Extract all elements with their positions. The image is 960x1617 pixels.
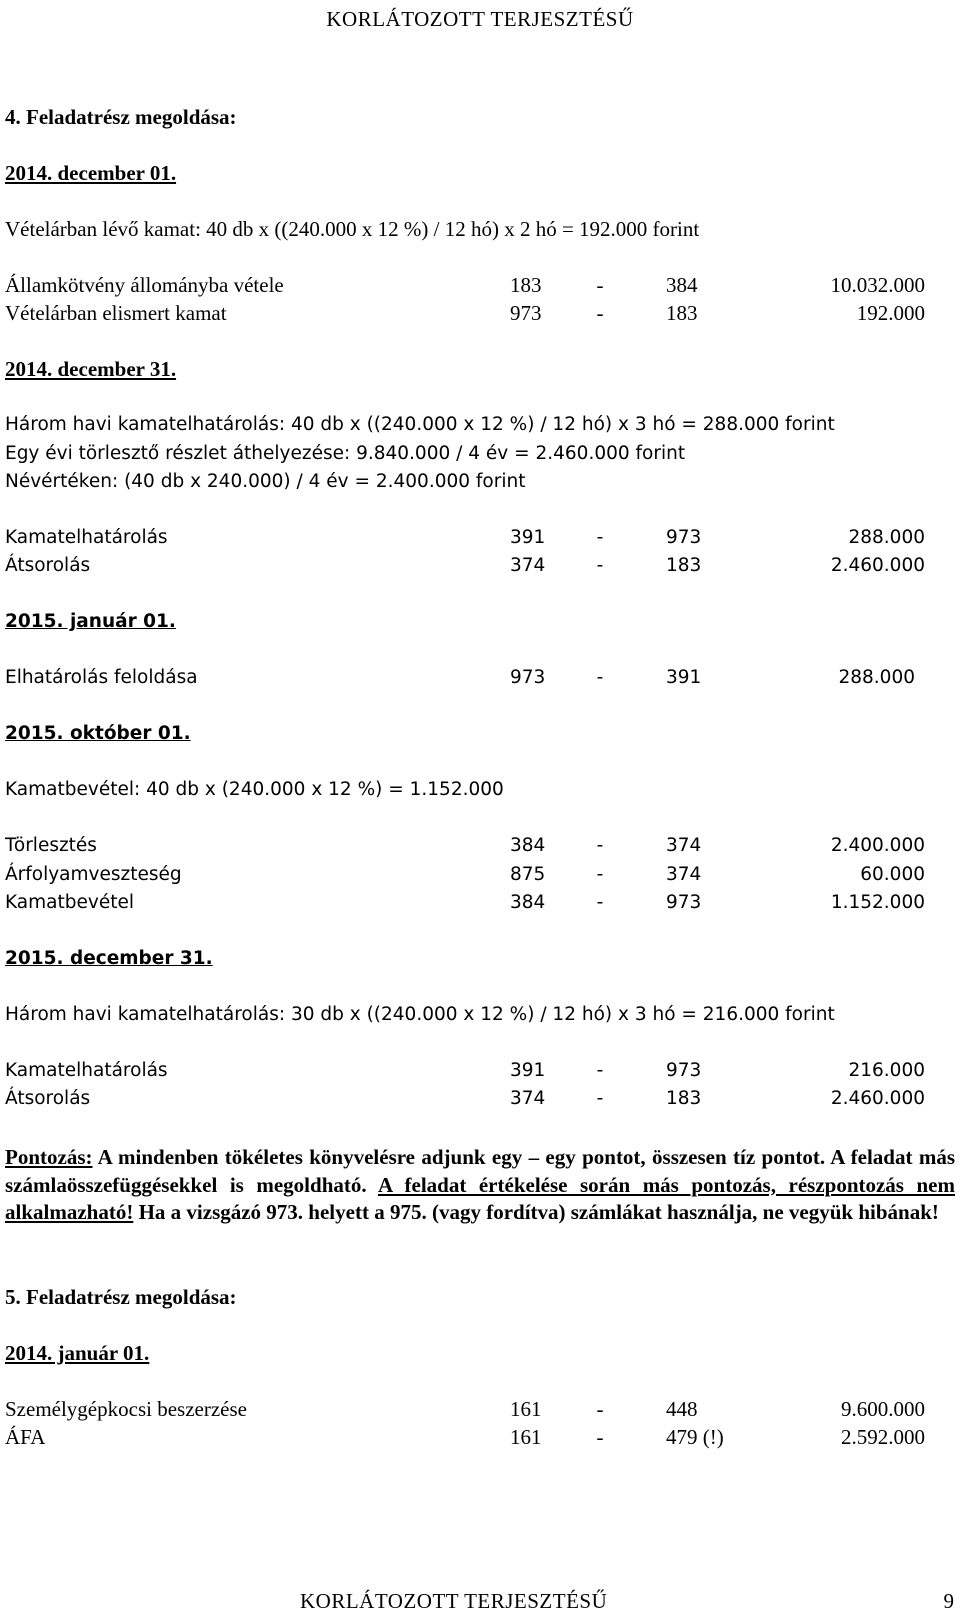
entry-amount: 10.032.000 [830,273,925,297]
entry-label: Átsorolás [5,555,91,576]
entry-amount: 2.400.000 [830,835,925,856]
section-5-title: 5. Feladatrész megoldása: [5,1285,237,1309]
entry-credit: 183 [666,555,702,576]
entry-dash: - [596,1425,604,1449]
date-heading: 2014. december 01. [5,161,177,185]
entry-debit: 973 [510,667,546,688]
entry-amount: 288.000 [838,667,915,688]
date-heading: 2015. december 31. [5,948,213,969]
scoring-emphasis: A feladat értékelése során más pontozás, részpontozás nem alkalmazható! [5,1172,955,1224]
entry-label: Személygépkocsi beszerzése [5,1397,247,1421]
entry-label: Árfolyamveszteség [5,864,182,885]
page-footer: KORLÁTOZOTT TERJESZTÉSŰ [300,1589,608,1613]
entry-debit: 183 [510,273,542,297]
entry-debit: 875 [510,864,546,885]
entry-debit: 161 [510,1425,542,1449]
entry-debit: 384 [510,892,546,913]
entry-label: Vételárban elismert kamat [5,301,227,325]
entry-dash: - [596,527,604,548]
entry-label: Átsorolás [5,1088,91,1109]
entry-debit: 374 [510,1088,546,1109]
date-heading: 2014. január 01. [5,1341,150,1365]
entry-credit: 384 [666,273,698,297]
entry-dash: - [596,667,604,688]
entry-label: Államkötvény állományba vétele [5,273,284,297]
scoring-label: Pontozás: [5,1145,93,1169]
entry-dash: - [596,835,604,856]
entry-label: Kamatbevétel [5,892,134,913]
scoring-text: A mindenben tökéletes könyvelésre adjunk egy – egy pontot, összesen tíz pontot. A feladat más számlaösszefüggésekkel is megoldható. [5,1145,955,1197]
entry-amount: 2.592.000 [841,1425,925,1449]
entry-credit: 479 (!) [666,1425,724,1449]
date-heading: 2015. október 01. [5,723,191,744]
calculation-line: Névértéken: (40 db x 240.000) / 4 év = 2.400.000 forint [5,471,526,492]
entry-debit: 973 [510,301,542,325]
entry-credit: 448 [666,1397,698,1421]
entry-dash: - [596,864,604,885]
entry-amount: 1.152.000 [830,892,925,913]
entry-amount: 9.600.000 [841,1397,925,1421]
calculation-line: Egy évi törlesztő részlet áthelyezése: 9.840.000 / 4 év = 2.460.000 forint [5,443,686,464]
entry-amount: 2.460.000 [830,1088,925,1109]
entry-debit: 161 [510,1397,542,1421]
entry-dash: - [596,273,604,297]
calculation-line: Kamatbevétel: 40 db x (240.000 x 12 %) = 1.152.000 [5,779,504,800]
calculation-line: Vételárban lévő kamat: 40 db x ((240.000 x 12 %) / 12 hó) x 2 hó = 192.000 forint [5,217,700,241]
page-header: KORLÁTOZOTT TERJESZTÉSŰ [326,7,634,31]
entry-credit: 374 [666,864,702,885]
entry-label: Elhatárolás feloldása [5,667,198,688]
entry-label: Kamatelhatárolás [5,1060,168,1081]
entry-dash: - [596,1060,604,1081]
entry-dash: - [596,301,604,325]
entry-dash: - [596,555,604,576]
entry-credit: 391 [666,667,702,688]
entry-amount: 60.000 [860,864,925,885]
entry-label: Kamatelhatárolás [5,527,168,548]
entry-dash: - [596,1088,604,1109]
entry-amount: 288.000 [848,527,925,548]
entry-amount: 216.000 [848,1060,925,1081]
calculation-line: Három havi kamatelhatárolás: 40 db x ((240.000 x 12 %) / 12 hó) x 3 hó = 288.000 forint [5,414,835,435]
entry-amount: 2.460.000 [830,555,925,576]
entry-credit: 973 [666,527,702,548]
entry-dash: - [596,1397,604,1421]
entry-dash: - [596,892,604,913]
date-heading: 2015. január 01. [5,611,176,632]
entry-debit: 391 [510,527,546,548]
entry-amount: 192.000 [856,301,925,325]
section-4-title: 4. Feladatrész megoldása: [5,105,237,129]
entry-debit: 384 [510,835,546,856]
entry-debit: 374 [510,555,546,576]
entry-label: ÁFA [5,1425,46,1449]
entry-credit: 374 [666,835,702,856]
entry-credit: 973 [666,1060,702,1081]
scoring-text: Ha a vizsgázó 973. helyett a 975. (vagy fordítva) számlákat használja, ne vegyük hibának! [133,1200,939,1224]
entry-credit: 183 [666,301,698,325]
entry-credit: 183 [666,1088,702,1109]
entry-debit: 391 [510,1060,546,1081]
entry-credit: 973 [666,892,702,913]
entry-label: Törlesztés [5,835,97,856]
date-heading: 2014. december 31. [5,357,177,381]
calculation-line: Három havi kamatelhatárolás: 30 db x ((240.000 x 12 %) / 12 hó) x 3 hó = 216.000 forint [5,1004,835,1025]
scoring-paragraph [5,1144,955,1227]
page-number: 9 [943,1589,954,1613]
